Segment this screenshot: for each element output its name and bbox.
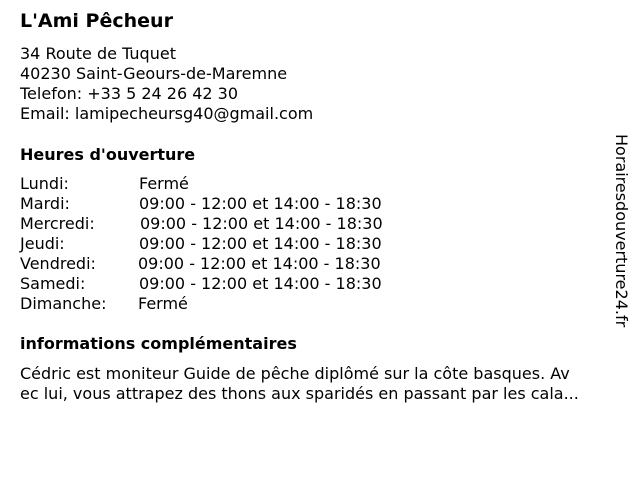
info-heading: informations complémentaires — [20, 334, 297, 353]
address-city: 40230 Saint-Geours-de-Maremne — [20, 64, 288, 83]
hours-heading: Heures d'ouverture — [20, 145, 196, 164]
description-line: ec lui, vous attrapez des thons aux sparidés en passant par les cala... — [20, 384, 579, 403]
email-address: Email: lamipecheursg40@gmail.com — [20, 104, 314, 123]
time-value: 09:00 - 12:00 et 14:00 - 18:30 — [140, 214, 383, 233]
site-watermark — [611, 134, 633, 346]
description-line: Cédric est moniteur Guide de pêche diplômé sur la côte basques. Av — [20, 364, 570, 383]
business-description — [20, 364, 628, 404]
time-value: Fermé — [138, 294, 188, 313]
time-value: 09:00 - 12:00 et 14:00 - 18:30 — [138, 254, 381, 273]
business-name: L'Ami Pêcheur — [20, 10, 173, 32]
phone-number: Telefon: +33 5 24 26 42 30 — [20, 84, 239, 103]
site-watermark-text: Horairesdouverture24.fr — [612, 134, 631, 328]
time-value: 09:00 - 12:00 et 14:00 - 18:30 — [139, 274, 382, 293]
time-value: Fermé — [139, 174, 189, 193]
day-label: Mardi: — [20, 194, 70, 213]
day-label: Mercredi: — [20, 214, 95, 233]
day-label: Vendredi: — [20, 254, 96, 273]
day-label: Dimanche: — [20, 294, 107, 313]
day-label: Jeudi: — [20, 234, 65, 253]
day-label: Samedi: — [20, 274, 86, 293]
business-contact — [20, 44, 313, 124]
time-value: 09:00 - 12:00 et 14:00 - 18:30 — [139, 194, 382, 213]
day-label: Lundi: — [20, 174, 69, 193]
time-value: 09:00 - 12:00 et 14:00 - 18:30 — [139, 234, 382, 253]
address-street: 34 Route de Tuquet — [20, 44, 176, 63]
